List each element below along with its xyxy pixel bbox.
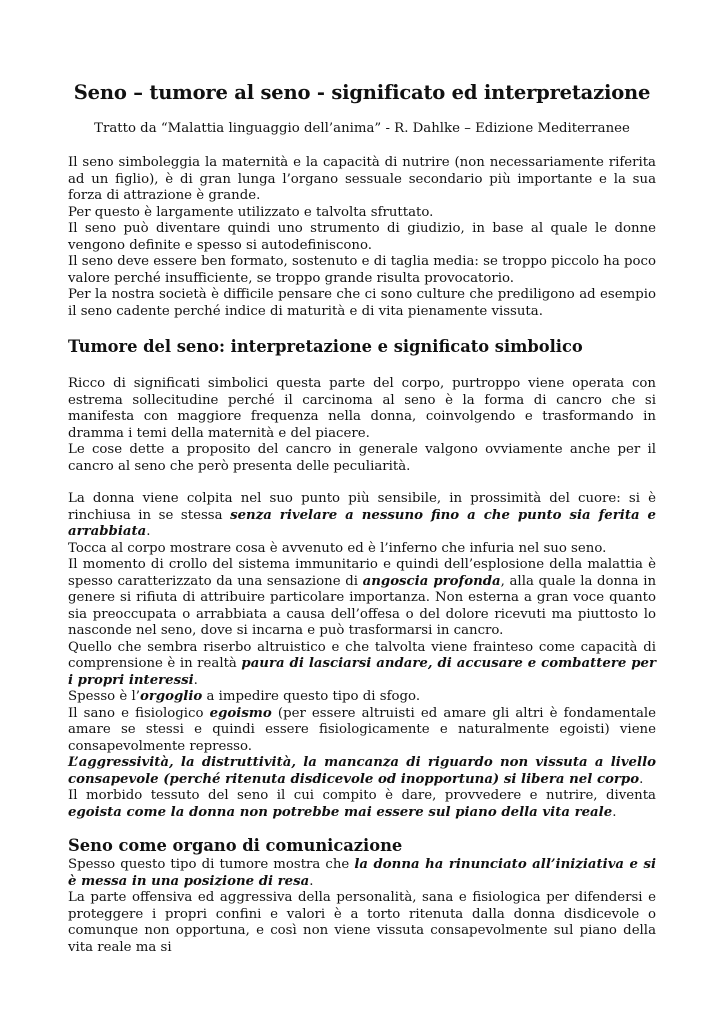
section-paragraph bbox=[68, 640, 656, 690]
intro-paragraph: Il seno può diventare quindi uno strumento di giudizio, in base al quale le donne vengono definite e spesso si autodefiniscono. bbox=[68, 221, 656, 253]
text-run: (per essere altruisti ed amare gli altri è fondamentale amare se stessi e quindi essere fisiologicamente e naturalmente egoisti) viene consapevolmente represso. bbox=[68, 705, 656, 754]
section-paragraph: La parte offensiva ed aggressiva della personalità, sana e fisiologica per difendersi e proteggere i propri confini e valori è a torto ritenuta dalla donna disdicevole o comunque non opportuna, e così non viene vissuta consapevolmente sul piano della vita reale ma si bbox=[68, 890, 656, 955]
emphasis-text: paura di lasciarsi andare, di accusare e combattere per i propri interessi bbox=[68, 656, 656, 688]
text-run: La donna viene colpita nel suo punto più sensibile, in prossimità del cuore: si è rinchiusa in se stessa bbox=[68, 491, 656, 523]
emphasis-text: senza rivelare a nessuno fino a che punto sia ferita e arrabbiata bbox=[68, 507, 656, 539]
section-heading-tumore: Tumore del seno: interpretazione e significato simbolico bbox=[68, 337, 583, 356]
section-tumore bbox=[68, 376, 656, 821]
emphasis-text: egoista come la donna non potrebbe mai essere sul piano della vita reale bbox=[68, 804, 613, 820]
intro-paragraph: Per questo è largamente utilizzato e talvolta sfruttato. bbox=[68, 204, 434, 220]
text-run: Il momento di crollo del sistema immunitario e quindi dell’esplosione della malattia è spesso caratterizzato da una sensazione di bbox=[68, 557, 656, 589]
emphasis-text: L’aggressività, la distruttività, la mancanza di riguardo non vissuta a livello consapevole (perché ritenuta disdicevole od inopportuna) si libera nel corpo bbox=[68, 755, 656, 787]
document-title: Seno – tumore al seno - significato ed interpretazione bbox=[73, 81, 651, 104]
section-paragraph bbox=[68, 857, 656, 890]
emphasis-text: angoscia profonda bbox=[362, 573, 501, 589]
text-run: a impedire questo tipo di sfogo. bbox=[202, 689, 421, 704]
section-heading-comunicazione: Seno come organo di comunicazione bbox=[68, 836, 403, 855]
section-paragraph bbox=[68, 689, 656, 706]
text-run: , alla quale la donna in genere si rifiuta di attribuire particolare importanza. Non esterna a gran voce quanto sia preoccupata o arrabbiata a causa dell’offesa o del dolore ricevuti ma piuttosto lo nasconde nel seno, dove si incarna e può trasformarsi in cancro. bbox=[68, 573, 657, 638]
section-comunicazione bbox=[68, 857, 656, 956]
section-paragraph: Le cose dette a proposito del cancro in generale valgono ovviamente anche per il cancro al seno che però presenta delle peculiarità. bbox=[68, 442, 656, 474]
text-run: Spesso questo tipo di tumore mostra che bbox=[68, 857, 355, 872]
text-run: Quello che sembra riserbo altruistico e che talvolta viene frainteso come capacità di comprensione è in realtà bbox=[68, 639, 656, 671]
text-run: . bbox=[612, 804, 617, 820]
intro-paragraph: Il seno deve essere ben formato, sostenuto e di taglia media: se troppo piccolo ha poco valore perché insufficiente, se troppo grande risulta provocatorio. bbox=[68, 254, 656, 286]
emphasis-text: la donna ha rinunciato all’iniziativa e si è messa in una posizione di resa bbox=[68, 857, 656, 889]
document-page bbox=[68, 80, 656, 956]
section-paragraph bbox=[68, 788, 656, 821]
intro-paragraph: Il seno simboleggia la maternità e la capacità di nutrire (non necessariamente riferita ad un figlio), è di gran lunga l’organo sessuale secondario più importante e la sua forza di attrazione è grande. bbox=[68, 155, 656, 203]
section-paragraph: Tocca al corpo mostrare cosa è avvenuto ed è l’inferno che infuria nel suo seno. bbox=[68, 540, 607, 556]
text-run: Spesso è l’ bbox=[68, 689, 140, 704]
intro-section bbox=[68, 155, 656, 320]
text-run: . bbox=[639, 771, 644, 787]
text-run: . bbox=[146, 524, 151, 539]
document-subtitle: Tratto da “Malattia linguaggio dell’anima” - R. Dahlke – Edizione Mediterranee bbox=[94, 121, 630, 136]
emphasis-text: egoismo bbox=[209, 705, 272, 721]
emphasis-text: orgoglio bbox=[139, 689, 203, 704]
section-paragraph bbox=[68, 491, 656, 541]
text-run: Il sano e fisiologico bbox=[68, 705, 210, 721]
intro-paragraph: Per la nostra società è difficile pensare che ci sono culture che prediligono ad esempio il seno cadente perché indice di maturità e di vita pienamente vissuta. bbox=[68, 287, 656, 319]
text-run: . bbox=[309, 873, 314, 889]
text-run: Il morbido tessuto del seno il cui compito è dare, provvedere e nutrire, diventa bbox=[68, 788, 656, 803]
section-paragraph bbox=[68, 755, 656, 788]
section-paragraph: Ricco di significati simbolici questa parte del corpo, purtroppo viene operata con estrema sollecitudine perché il carcinoma al seno è la forma di cancro che si manifesta con maggiore frequenza nella donna, coinvolgendo e trasformando in dramma i temi della maternità e del piacere. bbox=[68, 376, 656, 441]
section-paragraph bbox=[68, 706, 656, 756]
section-paragraph bbox=[68, 557, 656, 640]
text-run: . bbox=[193, 672, 198, 688]
paragraph-gap bbox=[68, 475, 656, 491]
